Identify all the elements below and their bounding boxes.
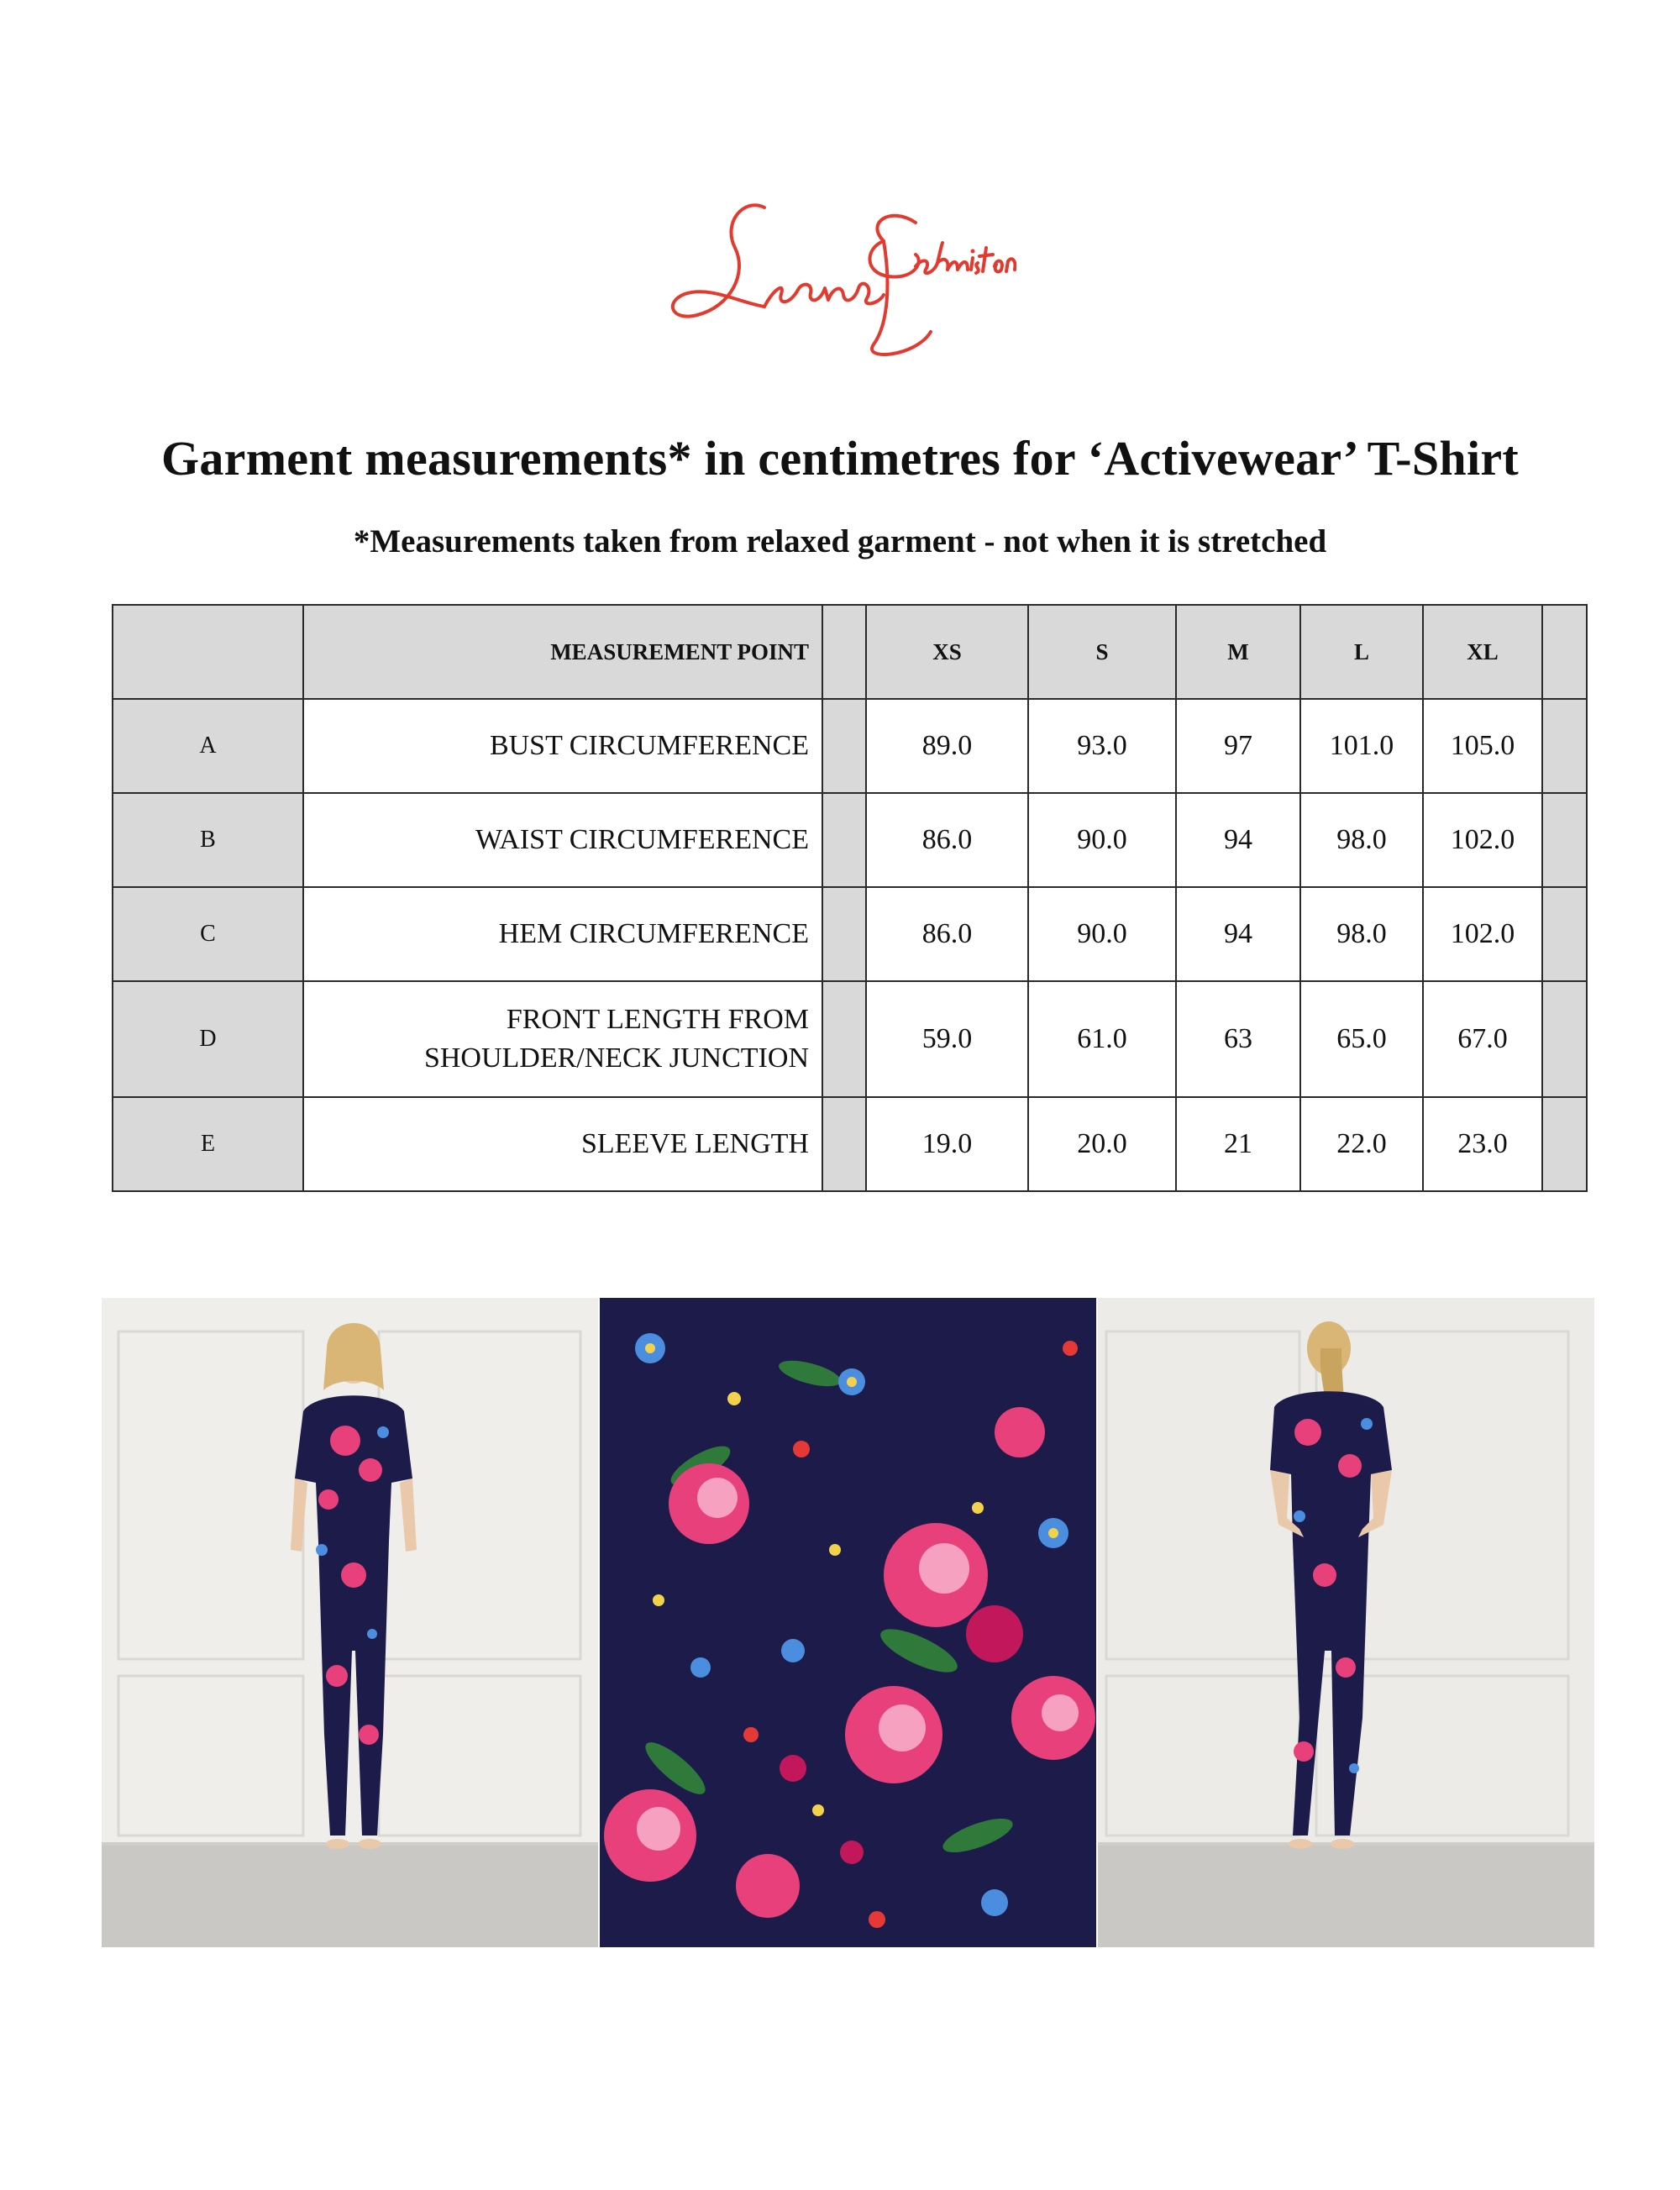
value-xl: 23.0 — [1423, 1097, 1542, 1191]
spacer-cell — [822, 1097, 866, 1191]
row-label: E — [113, 1097, 303, 1191]
spacer-cell — [822, 793, 866, 887]
table-row-b — [113, 793, 1587, 887]
value-xl: 102.0 — [1423, 887, 1542, 981]
spacer-cell — [1542, 699, 1587, 793]
value-xs: 89.0 — [866, 699, 1028, 793]
value-l: 22.0 — [1300, 1097, 1423, 1191]
value-m: 63 — [1176, 981, 1300, 1097]
value-s: 61.0 — [1028, 981, 1176, 1097]
product-photos — [102, 1298, 1594, 1947]
model-back-photo — [1098, 1298, 1594, 1947]
value-l: 98.0 — [1300, 793, 1423, 887]
table-row-e — [113, 1097, 1587, 1191]
value-xs: 19.0 — [866, 1097, 1028, 1191]
table-header-row — [113, 605, 1587, 699]
value-xl: 67.0 — [1423, 981, 1542, 1097]
value-xs: 86.0 — [866, 793, 1028, 887]
spacer-cell — [1542, 981, 1587, 1097]
header-size-s: S — [1028, 605, 1176, 699]
row-label: D — [113, 981, 303, 1097]
spacer-cell — [1542, 793, 1587, 887]
table-row-c — [113, 887, 1587, 981]
header-size-l: L — [1300, 605, 1423, 699]
model-front-photo — [102, 1298, 598, 1947]
value-s: 93.0 — [1028, 699, 1176, 793]
value-l: 98.0 — [1300, 887, 1423, 981]
value-xl: 105.0 — [1423, 699, 1542, 793]
value-s: 90.0 — [1028, 793, 1176, 887]
row-label: C — [113, 887, 303, 981]
value-m: 94 — [1176, 887, 1300, 981]
spacer-cell — [1542, 605, 1587, 699]
measurement-point: HEM CIRCUMFERENCE — [303, 887, 822, 981]
measurement-point — [303, 981, 822, 1097]
spacer-cell — [822, 887, 866, 981]
row-label: A — [113, 699, 303, 793]
value-s: 20.0 — [1028, 1097, 1176, 1191]
header-size-m: M — [1176, 605, 1300, 699]
size-chart-table — [112, 604, 1588, 1192]
value-m: 94 — [1176, 793, 1300, 887]
header-size-xs: XS — [866, 605, 1028, 699]
value-xl: 102.0 — [1423, 793, 1542, 887]
row-label: B — [113, 793, 303, 887]
table-row-d — [113, 981, 1587, 1097]
table-row-a — [113, 699, 1587, 793]
value-m: 21 — [1176, 1097, 1300, 1191]
spacer-cell — [1542, 1097, 1587, 1191]
header-measurement-point: MEASUREMENT POINT — [303, 605, 822, 699]
value-s: 90.0 — [1028, 887, 1176, 981]
spacer-cell — [1542, 887, 1587, 981]
page-title: Garment measurements* in centimetres for ‘Activewear’ T-Shirt — [160, 431, 1520, 486]
value-l: 65.0 — [1300, 981, 1423, 1097]
value-xs: 86.0 — [866, 887, 1028, 981]
header-size-xl: XL — [1423, 605, 1542, 699]
value-l: 101.0 — [1300, 699, 1423, 793]
value-m: 97 — [1176, 699, 1300, 793]
measurement-point: SLEEVE LENGTH — [303, 1097, 822, 1191]
header-label-cell — [113, 605, 303, 699]
value-xs: 59.0 — [866, 981, 1028, 1097]
measurement-point: WAIST CIRCUMFERENCE — [303, 793, 822, 887]
spacer-cell — [822, 699, 866, 793]
spacer-cell — [822, 605, 866, 699]
page-subtitle: *Measurements taken from relaxed garment - not when it is stretched — [353, 523, 1327, 559]
measurement-point-line: FRONT LENGTH FROM — [506, 1004, 809, 1035]
floral-print-swatch — [600, 1298, 1096, 1947]
measurement-point-line: SHOULDER/NECK JUNCTION — [423, 1042, 809, 1074]
leona-edmiston-signature-logo — [664, 189, 1016, 365]
spacer-cell — [822, 981, 866, 1097]
measurement-point: BUST CIRCUMFERENCE — [303, 699, 822, 793]
brand-logo — [664, 189, 1016, 365]
